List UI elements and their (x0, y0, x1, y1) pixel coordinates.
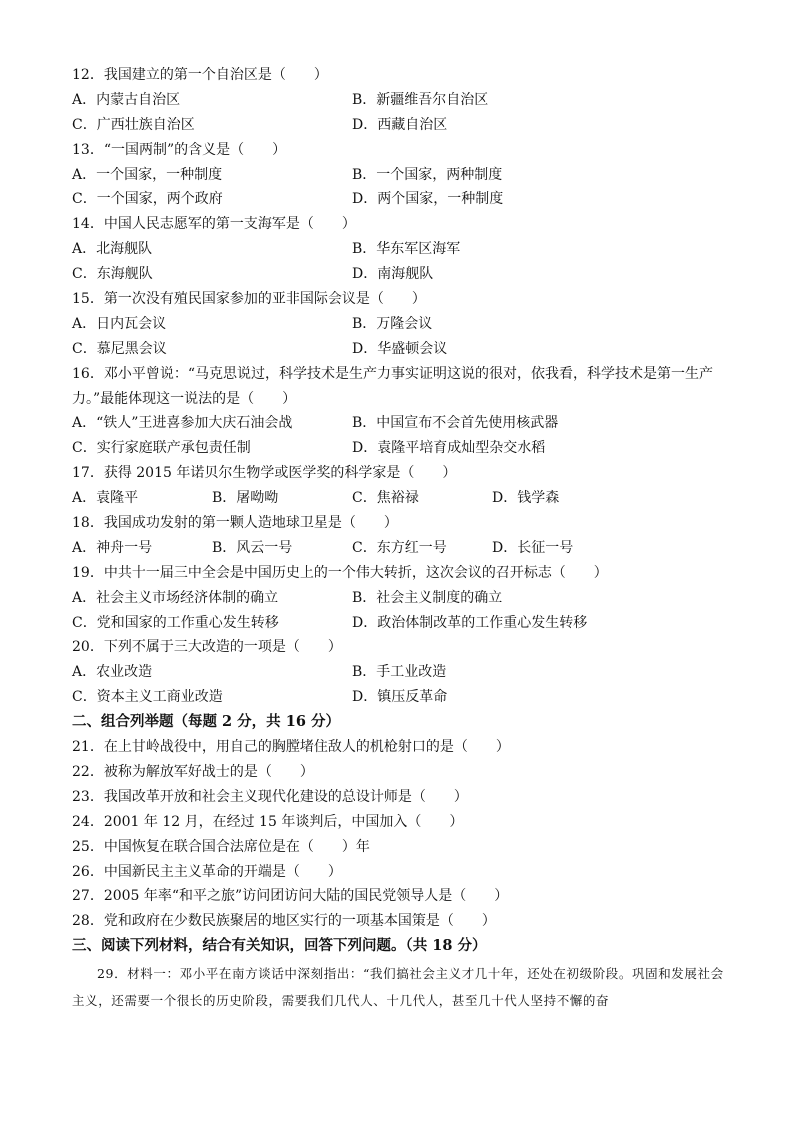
fill-in-item: 22．被称为解放军好战士的是（ ） (72, 763, 314, 780)
question-stem: 18．我国成功发射的第一颗人造地球卫星是（ ） (72, 515, 398, 532)
option-row (72, 586, 732, 611)
option-b: B．手工业改造 (352, 664, 447, 681)
option-a: A．农业改造 (72, 664, 153, 681)
question-stem: 16．邓小平曾说：“马克思说过，科学技术是生产力事实证明这说的很对，依我看，科学技术是第一生产 (72, 365, 713, 382)
question-block (72, 561, 732, 636)
option-row (72, 660, 732, 685)
question-stem: 12．我国建立的第一个自治区是（ ） (72, 67, 328, 83)
option-b: B．社会主义制度的确立 (352, 589, 503, 606)
question-block (72, 461, 732, 511)
option-row (72, 113, 732, 138)
fill-in-item: 27．2005 年率“和平之旅”访问团访问大陆的国民党领导人是（ ） (72, 888, 509, 905)
option-d: D．袁隆平培育成灿型杂交水稻 (352, 440, 546, 457)
option-d: D．两个国家，一种制度 (352, 191, 504, 208)
option-b: B．风云一号 (212, 539, 293, 556)
option-d: D．政治体制改革的工作重心发生转移 (352, 614, 588, 631)
fill-in-item: 25．中国恢复在联合国合法席位是在（ ）年 (72, 838, 370, 855)
question-stem: 13．“一国两制”的含义是（ ） (72, 141, 287, 158)
question-stem-continued: 力。”最能体现这一说法的是（ ） (72, 390, 297, 407)
option-row (72, 486, 732, 511)
option-row (72, 262, 732, 287)
question-block (72, 362, 732, 462)
option-row (72, 411, 732, 436)
option-d: D．西藏自治区 (352, 116, 448, 133)
option-row (72, 436, 732, 461)
reading-material: 29．材料一：邓小平在南方谈话中深刻指出：“我们搞社会主义才几十年，还处在初级阶段。巩固和发展社会主义，还需要一个很长的历史阶段，需要我们几代人、十几代人，甚至几十代人坚持不懈的奋 (72, 966, 724, 1009)
option-d: D．镇压反革命 (352, 689, 448, 706)
section-heading: 二、组合列举题（每题 2 分，共 16 分） (72, 713, 340, 731)
option-d: D．华盛顿会议 (352, 340, 448, 357)
fill-in-item: 21．在上甘岭战役中，用自己的胸膛堵住敌人的机枪射口的是（ ） (72, 739, 510, 756)
option-row (72, 187, 732, 212)
option-c: C．慕尼黑会议 (72, 340, 167, 357)
option-row (72, 611, 732, 636)
fill-in-item: 28．党和政府在少数民族聚居的地区实行的一项基本国策是（ ） (72, 913, 496, 930)
option-a: A．一个国家，一种制度 (72, 166, 223, 183)
option-b: B．万隆会议 (352, 315, 433, 332)
option-a: A．北海舰队 (72, 241, 153, 258)
option-c: C．东方红一号 (352, 539, 447, 556)
option-b: B．华东军区海军 (352, 241, 461, 258)
option-a: A．社会主义市场经济体制的确立 (72, 589, 279, 606)
option-c: C．资本主义工商业改造 (72, 689, 223, 706)
option-b: B．中国宣布不会首先使用核武器 (352, 415, 559, 432)
option-c: C．实行家庭联产承包责任制 (72, 440, 251, 457)
fill-in-item: 26．中国新民主主义革命的开端是（ ） (72, 863, 342, 880)
question-stem: 19．中共十一届三中全会是中国历史上的一个伟大转折，这次会议的召开标志（ ） (72, 564, 608, 581)
question-block (72, 138, 732, 213)
option-b: B．一个国家，两种制度 (352, 166, 503, 183)
option-d: D．长征一号 (492, 539, 574, 556)
fill-in-item: 23．我国改革开放和社会主义现代化建设的总设计师是（ ） (72, 788, 468, 805)
option-c: C．党和国家的工作重心发生转移 (72, 614, 279, 631)
question-stem: 14．中国人民志愿军的第一支海军是（ ） (72, 216, 356, 233)
question-block (72, 511, 732, 561)
section-heading: 三、阅读下列材料，结合有关知识，回答下列问题。（共 18 分） (72, 937, 487, 955)
option-row (72, 312, 732, 337)
fill-in-list (72, 735, 732, 934)
option-a: A．袁隆平 (72, 490, 139, 507)
option-c: C．广西壮族自治区 (72, 116, 195, 133)
option-a: A．神舟一号 (72, 539, 153, 556)
option-row (72, 237, 732, 262)
option-b: B．屠呦呦 (212, 490, 279, 507)
option-c: C．东海舰队 (72, 266, 153, 283)
exam-page (72, 63, 732, 1014)
question-block (72, 287, 732, 362)
option-a: A．日内瓦会议 (72, 315, 167, 332)
option-a: A．“铁人”王进喜参加大庆石油会战 (72, 415, 293, 432)
option-row (72, 88, 732, 113)
option-a: A．内蒙古自治区 (72, 91, 181, 108)
question-stem: 15．第一次没有殖民国家参加的亚非国际会议是（ ） (72, 291, 426, 308)
question-block (72, 635, 732, 710)
option-d: D．钱学森 (492, 490, 560, 507)
option-b: B．新疆维吾尔自治区 (352, 91, 489, 108)
option-d: D．南海舰队 (352, 266, 434, 283)
fill-in-item: 24．2001 年 12 月，在经过 15 年谈判后，中国加入（ ） (72, 813, 464, 830)
question-stem: 17．获得 2015 年诺贝尔生物学或医学奖的科学家是（ ） (72, 465, 457, 482)
question-block (72, 63, 732, 138)
option-row (72, 337, 732, 362)
option-c: C．焦裕禄 (352, 490, 419, 507)
option-row (72, 536, 732, 561)
option-row (72, 163, 732, 188)
question-block (72, 212, 732, 287)
question-stem: 20．下列不属于三大改造的一项是（ ） (72, 639, 342, 656)
option-row (72, 685, 732, 710)
option-c: C．一个国家，两个政府 (72, 191, 223, 208)
